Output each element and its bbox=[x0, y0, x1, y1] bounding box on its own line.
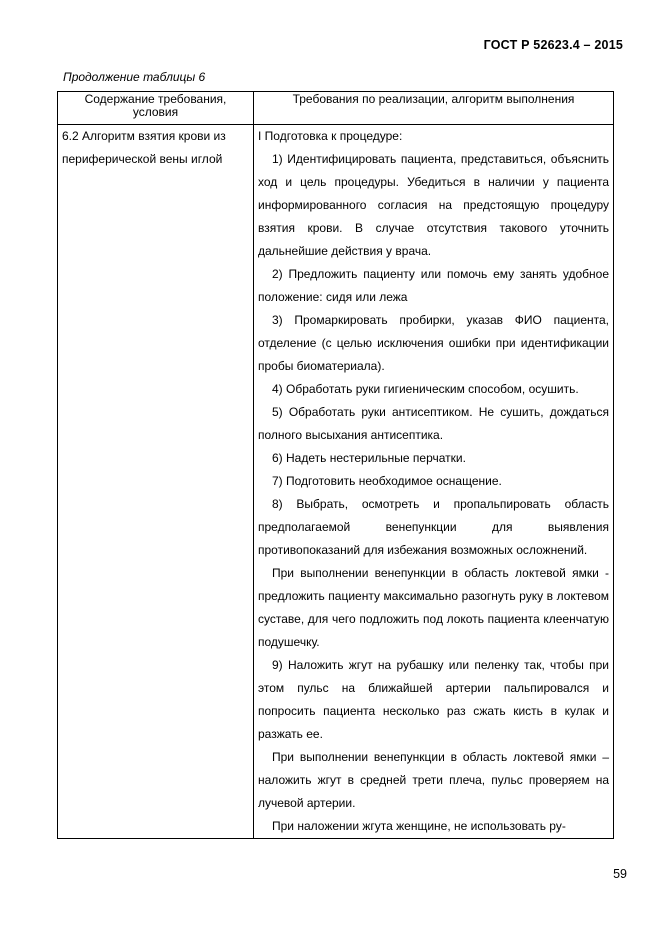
algorithm-cell bbox=[254, 125, 614, 839]
algorithm-paragraph: 6) Надеть нестерильные перчатки. bbox=[272, 451, 466, 465]
algorithm-paragraph: При наложении жгута женщине, не использовать ру- bbox=[272, 819, 566, 833]
algorithm-paragraph: 8) Выбрать, осмотреть и пропальпировать область предполагаемой венепункции для выявления противопоказаний для избежания возможных осложнений. bbox=[258, 497, 609, 557]
algorithm-paragraph: При выполнении венепункции в область локтевой ямки – наложить жгут в средней трети плеча, пульс проверяем на лучевой артерии. bbox=[258, 750, 609, 810]
algorithm-paragraph: 1) Идентифицировать пациента, представиться, объяснить ход и цель процедуры. Убедиться в наличии у пациента информированного согласия на предстоящую процедуру взятия крови. В случае отсутствия такового уточнить дальнейшие действия у врача. bbox=[258, 152, 609, 258]
requirement-cell: 6.2 Алгоритм взятия крови из периферической вены иглой bbox=[58, 125, 254, 839]
table-caption: Продолжение таблицы 6 bbox=[63, 70, 206, 84]
algorithm-paragraph: 7) Подготовить необходимое оснащение. bbox=[272, 474, 502, 488]
algorithm-paragraph: 3) Промаркировать пробирки, указав ФИО пациента, отделение (с целью исключения ошибки при идентификации пробы биоматериала). bbox=[258, 313, 609, 373]
page-number: 59 bbox=[613, 867, 627, 881]
algorithm-paragraph: 9) Наложить жгут на рубашку или пеленку так, чтобы при этом пульс на ближайшей артерии пальпировался и попросить пациента несколько раз сжать кисть в кулак и разжать ее. bbox=[258, 658, 609, 741]
algorithm-paragraph: При выполнении венепункции в область локтевой ямки - предложить пациенту максимально разогнуть руку в локтевом суставе, для чего подложить под локоть пациента клеенчатую подушечку. bbox=[258, 566, 609, 649]
requirements-table bbox=[57, 91, 614, 839]
algorithm-paragraph: 5) Обработать руки антисептиком. Не сушить, дождаться полного высыхания антисептика. bbox=[258, 405, 609, 442]
algorithm-paragraph: I Подготовка к процедуре: bbox=[258, 129, 403, 143]
algorithm-paragraph: 4) Обработать руки гигиеническим способом, осушить. bbox=[272, 382, 579, 396]
table-row bbox=[58, 125, 614, 839]
table-header-row bbox=[58, 92, 614, 125]
column-header-implementation: Требования по реализации, алгоритм выполнения bbox=[254, 92, 614, 125]
column-header-requirement: Содержание требования, условия bbox=[58, 92, 254, 125]
algorithm-paragraph: 2) Предложить пациенту или помочь ему занять удобное положение: сидя или лежа bbox=[258, 267, 609, 304]
document-code-header: ГОСТ Р 52623.4 – 2015 bbox=[483, 38, 623, 52]
